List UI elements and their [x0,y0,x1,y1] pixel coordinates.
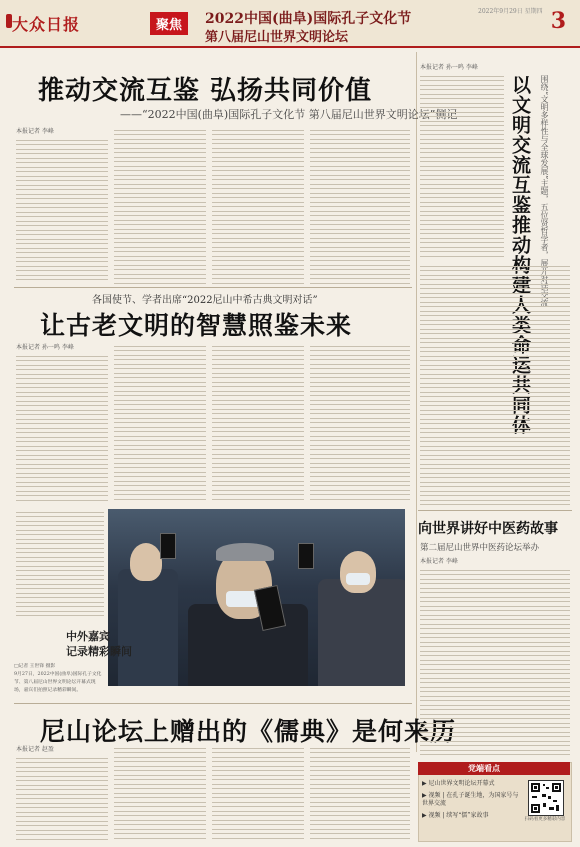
page-number: 3 [550,8,566,34]
news-item[interactable]: ▶ 视频 | 在孔子诞生地，为国家号与世界交流 [422,792,519,807]
newspaper-name: 大众日报 [12,15,81,34]
photo-hair-center [216,543,274,561]
news-item[interactable]: ▶ 尼山世界文明论坛开幕式 [422,780,495,787]
article1-body-col4 [310,126,410,284]
right-article-body-col1 [420,72,504,258]
article4-byline: 本报记者 李峰 [420,558,458,565]
article3-body-col4 [310,744,410,842]
issue-date: 2022年9月29日 星期四 [478,8,543,15]
qr-code-label: 扫码看更多精彩内容 [524,817,566,822]
article1-body-col1 [16,136,108,284]
section-rule [418,510,572,511]
right-article-body-col2 [420,262,570,506]
article1-byline: 本报记者 李峰 [16,128,54,135]
right-article-vertical-headline[interactable]: 以文明交流互鉴推动构建人类命运共同体 [509,75,531,435]
article2-body-col3 [212,342,304,502]
article2-body-col4 [310,342,410,502]
photo-face-right [340,551,376,593]
article1-headline[interactable]: 推动交流互鉴 弘扬共同价值 [38,76,373,106]
news-item[interactable]: ▶ 视频 | 续写“儒”家故事 [422,812,489,819]
article2-kicker: 各国使节、学者出席“2022尼山中希古典文明对话” [92,295,318,306]
article3-body-col3 [212,744,304,842]
news-highlights-title: 党端看点 [468,763,500,773]
photo-phone-left [160,533,176,559]
section-rule [14,287,412,288]
right-article-byline: 本报记者 孙一鸣 李峰 [420,64,478,71]
article2-byline: 本报记者 孙一鸣 李峰 [16,344,74,351]
photo-figure-right [318,579,405,686]
photo-face-left [130,543,162,581]
article4-headline[interactable]: 向世界讲好中医药故事 [418,521,558,537]
article1-body-col3 [212,126,304,284]
photo-phone-right [298,543,314,569]
article2-body-col1 [16,352,108,502]
section-rule [14,703,412,704]
section-badge: 聚焦 [150,12,188,35]
event-banner-line2: 第八届尼山世界文明论坛 [205,30,349,45]
column-divider [416,52,417,752]
photo-caption-text [14,663,102,695]
article4-subheadline: 第二届尼山世界中医药论坛举办 [420,543,540,553]
article4-body [420,566,570,756]
article2-headline[interactable]: 让古老文明的智慧照鉴未来 [40,311,353,340]
news-photo-audience[interactable] [108,509,405,686]
article2-body-col1b [16,508,104,618]
photo-caption-body: 9月27日，2022中国(曲阜)国际孔子文化节、第八届尼山世界文明论坛开幕式现场，嘉宾们拍照记录精彩瞬间。 [14,672,102,693]
event-banner-line1: 2022中国(曲阜)国际孔子文化节 [205,11,412,27]
photo-mask-right [346,573,370,585]
article2-body-col2 [114,342,206,502]
photo-caption-title-1: 中外嘉宾 [66,630,110,643]
article1-subheadline: ——“2022中国(曲阜)国际孔子文化节 第八届尼山世界文明论坛”侧记 [120,108,458,121]
article3-byline: 本报记者 赵盈 [16,746,54,753]
article3-body-col1 [16,754,108,842]
article3-headline[interactable]: 尼山论坛上赠出的《儒典》是何来历 [40,717,457,746]
article1-body-col2 [114,126,206,284]
article3-body-col2 [114,744,206,842]
photo-caption-title-2: 记录精彩瞬间 [66,645,132,658]
photo-credit: □记者 王世锋 摄影 [14,664,56,669]
right-article-vertical-sub: 围绕“文明多样性与全球发展”主题，五位贤哲学者，展开对话交流 [540,75,549,308]
qr-code-icon[interactable] [528,780,564,816]
photo-figure-left [118,569,178,686]
